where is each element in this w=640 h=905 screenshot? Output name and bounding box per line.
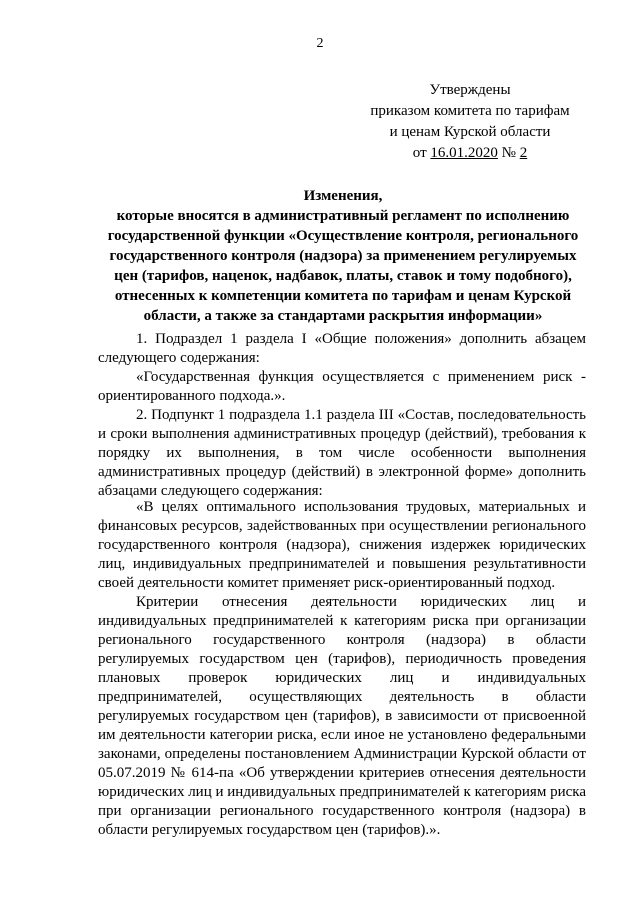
- inserted-text-section: [98, 498, 586, 840]
- approval-block: [350, 80, 590, 164]
- paragraph-item-2: 2. Подпункт 1 подраздела 1.1 раздела III «Состав, последовательность и сроки выполнения административных процедур (действий), требования к порядку их выполнения, в том числе особенности выполнения административных процедур (действий) в электронной форме» дополнить абзацами следующего содержания:: [98, 407, 586, 499]
- approval-date: 16.01.2020: [430, 145, 498, 161]
- approval-number: 2: [519, 145, 528, 161]
- number-prefix: №: [501, 145, 516, 161]
- approval-date-line: [350, 143, 590, 164]
- paragraph-quote-2: «В целях оптимального использования трудовых, материальных и финансовых ресурсов, задействованных при осуществлении регионального государственного контроля (надзора), снижения издержек юридических лиц, индивидуальных предпринимателей и повышения результативности своей деятельности комитет применяет риск-ориентированный подход.: [98, 499, 586, 591]
- heading-line: отнесенных к компетенции комитета по тарифам и ценам Курской: [114, 288, 572, 304]
- heading-line: государственного контроля (надзора) за применением регулируемых: [109, 248, 577, 264]
- heading-line: которые вносятся в административный регламент по исполнению: [116, 208, 570, 224]
- paragraph-item-1: 1. Подраздел 1 раздела I «Общие положения» дополнить абзацем следующего содержания:: [98, 331, 586, 366]
- date-prefix: от: [412, 145, 427, 161]
- approval-line-1: Утверждены: [429, 82, 511, 98]
- document-heading: [100, 186, 586, 326]
- paragraph-criteria: Критерии отнесения деятельности юридических лиц и индивидуальных предпринимателей к категориям риска при организации регионального государственного контроля (надзора) в области регулируемых государством цен (тарифов), периодичность проведения плановых проверок юридических лиц и индивидуальных предпринимателей, осуществляющих деятельность в области регулируемых государством цен (тарифов), в зависимости от присвоенной им деятельности категории риска, если иное не установлено федеральными законами, определены постановлением Администрации Курской области от 05.07.2019 № 614-па «Об утверждении критериев отнесения деятельности юридических лиц и индивидуальных предпринимателей к категориям риска при организации регионального государственного контроля (надзора) в области регулируемых государством цен (тарифов).».: [98, 594, 586, 838]
- heading-line: государственной функции «Осуществление контроля, регионального: [107, 228, 579, 244]
- heading-line: области, а также за стандартами раскрытия информации»: [143, 308, 543, 324]
- paragraph-quote-1: «Государственная функция осуществляется с применением риск - ориентированного подхода.».: [98, 369, 586, 404]
- heading-line: цен (тарифов, наценок, надбавок, платы, ставок и тому подобного),: [114, 268, 572, 284]
- approval-line-3: и ценам Курской области: [389, 124, 551, 140]
- approval-line-2: приказом комитета по тарифам: [370, 103, 570, 119]
- amendments-section: [98, 330, 586, 501]
- page-number: 2: [316, 36, 324, 51]
- heading-title: Изменения,: [303, 188, 383, 204]
